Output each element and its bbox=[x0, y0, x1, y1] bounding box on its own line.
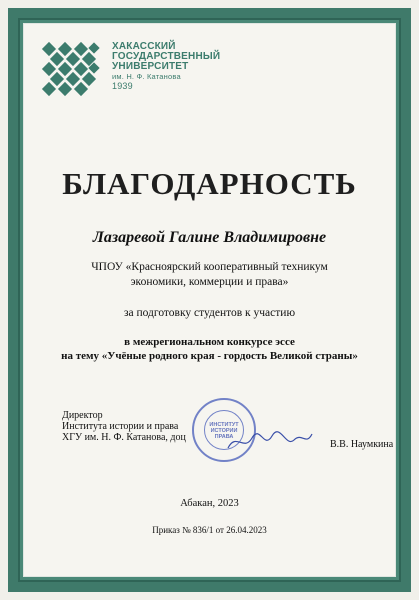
place-date: Абакан, 2023 bbox=[180, 498, 239, 509]
university-year: 1939 bbox=[112, 81, 133, 91]
handwritten-signature bbox=[224, 428, 314, 454]
university-line-3: УНИВЕРСИТЕТ bbox=[112, 61, 189, 72]
decorative-frame-inner bbox=[18, 18, 401, 582]
signer-block bbox=[62, 410, 186, 443]
stamp-line-3: ПРАВА bbox=[214, 434, 234, 440]
recipient-name: Лазаревой Галине Владимировне bbox=[92, 229, 327, 246]
contest-line-1: в межрегиональном конкурсе эссе bbox=[124, 336, 295, 348]
certificate-title: БЛАГОДАРНОСТЬ bbox=[62, 166, 357, 201]
certificate-paper bbox=[23, 23, 396, 577]
signer-name: В.В. Наумкина bbox=[330, 439, 394, 450]
signer-title-1: Директор bbox=[62, 410, 103, 421]
contest-info bbox=[24, 335, 395, 363]
organization-line-2: экономики, коммерции и права» bbox=[130, 276, 289, 288]
organization-line-1: ЧПОУ «Красноярский кооперативный техникум bbox=[91, 261, 328, 273]
signer-title-2: Института истории и права bbox=[62, 421, 179, 432]
stamp-line-2: ИСТОРИИ bbox=[210, 428, 238, 434]
university-logo-icon bbox=[40, 40, 104, 104]
reason-text: за подготовку студентов к участию bbox=[123, 307, 296, 319]
contest-line-2: на тему «Учёные родного края - гордость Великой страны» bbox=[61, 350, 358, 362]
order-number: Приказ № 836/1 от 26.04.2023 bbox=[152, 525, 267, 535]
stamp-line-1: ИНСТИТУТ bbox=[209, 422, 239, 428]
signer-title-3: ХГУ им. Н. Ф. Катанова, доц bbox=[62, 432, 186, 443]
organization bbox=[24, 260, 395, 290]
university-line-2: ГОСУДАРСТВЕННЫЙ bbox=[112, 51, 221, 62]
university-name bbox=[112, 42, 220, 92]
university-line-1: ХАКАССКИЙ bbox=[112, 41, 176, 52]
university-line-4: им. Н. Ф. Катанова bbox=[112, 72, 181, 81]
decorative-frame bbox=[8, 8, 411, 592]
